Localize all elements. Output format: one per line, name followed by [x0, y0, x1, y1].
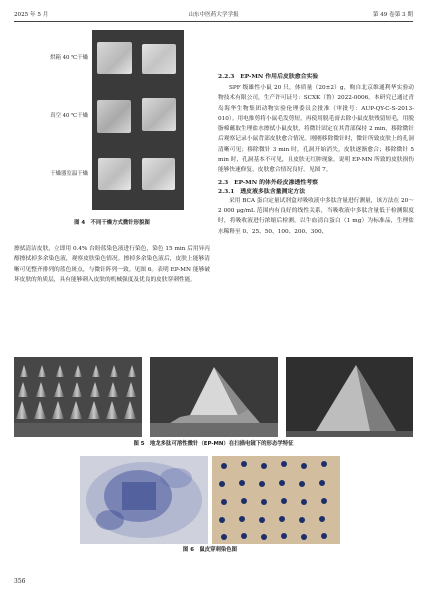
paragraph: 擦拭清洁皮肤，立即用 0.4% 台盼蓝染色液进行染色，染色 15 min 后用异丙醇擦拭掉多余染色液，观察皮肤染色情况。擦掉多余染色液后，皮肤上能够清晰可见整齐排列的蓝色斑点，与微针阵列一致。见图 6。表明 EP-MN 能够破坏皮肤的角质层，具有能够刺入皮肤的机械强度及优良的皮肤穿刺性能。	[14, 246, 210, 283]
figure-6	[80, 456, 340, 556]
microneedle-patch	[98, 158, 131, 190]
sem-side-view-image	[286, 357, 413, 437]
section-heading: 2.3.1 透皮液多肽含量测定方法	[218, 187, 306, 195]
microneedle-array-graphic	[14, 357, 142, 437]
left-body-text	[14, 244, 210, 285]
figure-4-photo-panel	[92, 30, 184, 210]
stain-dots-graphic	[212, 456, 340, 544]
figure-5	[14, 357, 413, 447]
figure-4	[14, 30, 210, 230]
stained-skin-graphic	[80, 456, 208, 544]
header-volume: 第 49 卷第 3 期	[372, 12, 413, 18]
header-journal: 山东中医药大学学报	[188, 12, 239, 18]
figure-4-row-label: 烘箱 40 ℃干燥	[50, 55, 88, 61]
figure-4-row-label: 干燥器室温干燥	[50, 171, 88, 177]
microneedle-patch	[142, 44, 176, 74]
sem-single-needle-image	[150, 357, 278, 437]
page-number: 356	[14, 578, 26, 585]
pyramid-graphic	[150, 357, 278, 437]
figure-5-caption: 图 5 地龙多肽可溶性微针（EP-MN）在扫描电镜下的形态学特征	[133, 441, 294, 447]
microneedle-patch	[142, 98, 176, 131]
paragraph: SPF 级雄性小鼠 20 只，体质量（20±2）g，购自北京维通利华实验动物技术有限公司，生产许可证号：SCXK（鲁）2022-0006。本研究已通过青岛海华生物集团动物实验伦理委员会批准（审批号：AUP-QY-C-S-2013-010）。用电推剪将小鼠毛发剪短，再使用脱毛膏去除小鼠皮肤残留短毛，用脱脂棉蘸取生理盐水擦拭小鼠皮肤，将微针固定在其背部保持 2 min，移除微针后观察记录小鼠背部皮肤愈合情况。刚刚移除微针时，微针所致皮肤上的孔洞清晰可见；移除微针 3 min 时，孔洞开始消失，皮肤逐渐愈合；移除微针 5 min 时，孔洞基本不可见，且皮肤无红肿现象。说明 EP-MN 所致的皮肤损伤能够快速修复，皮肤愈合情况良好。见图 7。	[218, 85, 414, 174]
section-heading: 2.2.3 EP-MN 作用后皮肤愈合实验	[218, 73, 319, 80]
microneedle-patch	[97, 100, 131, 133]
header-date: 2025 年 5 月	[14, 12, 49, 18]
figure-6-caption: 图 6 鼠皮穿刺染色图	[182, 547, 238, 553]
section-heading: 2.3 EP-MN 的体外经皮渗透性考察	[218, 178, 319, 186]
microneedle-patch	[97, 42, 132, 74]
right-column	[218, 72, 414, 237]
stained-skin-micro-image	[212, 456, 340, 544]
needle-side-graphic	[286, 357, 413, 437]
header-rule	[14, 21, 413, 22]
stained-skin-macro-image	[80, 456, 208, 544]
figure-4-caption: 图 4 不同干燥方式微针形貌图	[74, 220, 150, 226]
microneedle-patch	[142, 158, 175, 190]
sem-array-image	[14, 357, 142, 437]
paragraph: 采用 BCA 蛋白定量试剂盒对吸收液中多肽含量进行测量，该方法在 20～2 000 μg/mL 范围内有良好的线性关系，当吸收液中多肽含量低于检测限度时，将吸收液进行浓缩后检测。以牛血清白蛋白（1 mg）为标准品，生理盐水稀释至 0、25、50、100、200、300、	[218, 197, 414, 235]
figure-4-row-label: 真空 40 ℃干燥	[50, 113, 88, 119]
